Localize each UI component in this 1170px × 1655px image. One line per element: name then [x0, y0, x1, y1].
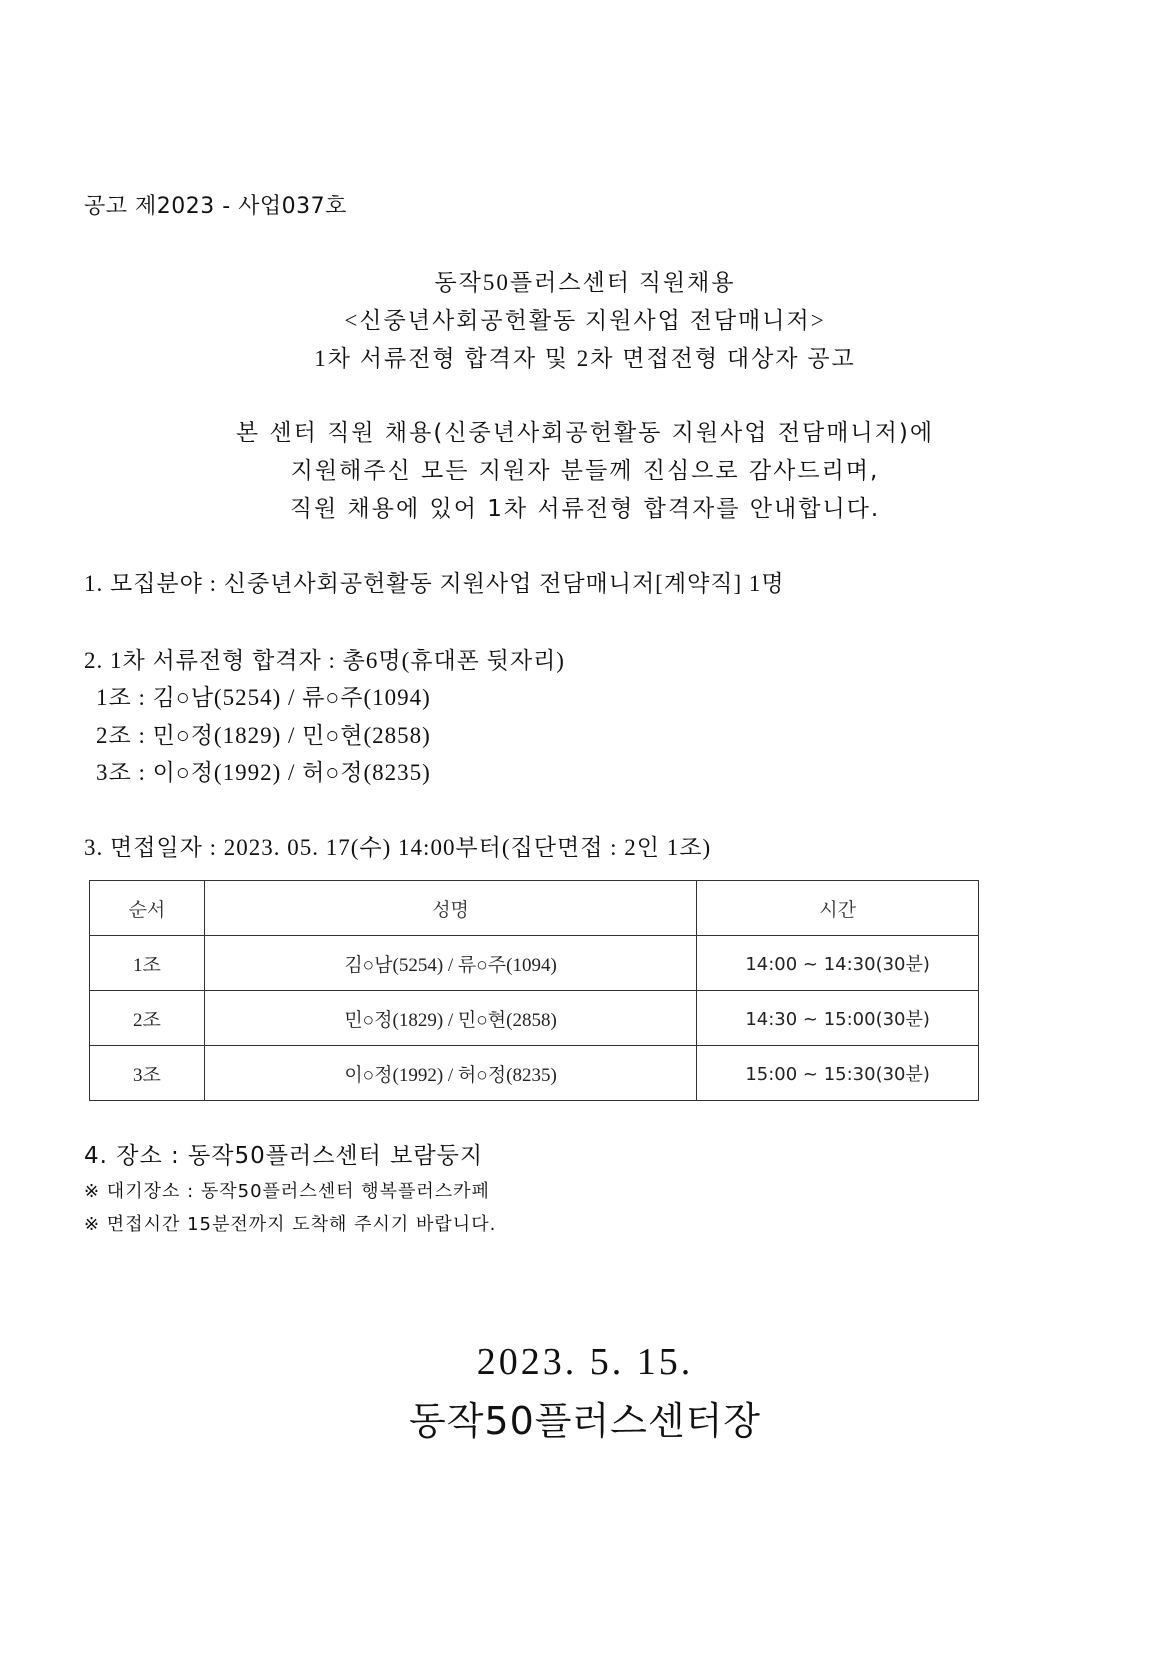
- interview-date: 3. 면접일자 : 2023. 05. 17(수) 14:00부터(집단면접 : 2인 1조): [84, 835, 712, 860]
- intro-line-1: 본 센터 직원 채용(신중년사회공헌활동 지원사업 전담매니저)에: [235, 420, 935, 446]
- signer: 동작50플러스센터장: [408, 1399, 762, 1443]
- table-row: [90, 1046, 979, 1101]
- header-order: 순서: [90, 881, 205, 936]
- title-line-2: <신중년사회공헌활동 지원사업 전담매니저>: [344, 308, 826, 333]
- cell-names: 이○정(1992) / 허○정(8235): [204, 1046, 696, 1101]
- note-waiting-area: ※ 대기장소 : 동작50플러스센터 행복플러스카페: [84, 1181, 490, 1202]
- intro-line-2: 지원해주신 모든 지원자 분들께 진심으로 감사드리며,: [290, 458, 880, 484]
- cell-order: 2조: [90, 991, 205, 1046]
- cell-time: 14:00 ~ 14:30(30분): [697, 936, 979, 991]
- table-header-row: [90, 881, 979, 936]
- intro-line-3: 직원 채용에 있어 1차 서류전형 합격자를 안내합니다.: [289, 496, 881, 522]
- passer-group-3: 3조 : 이○정(1992) / 허○정(8235): [96, 760, 431, 785]
- cell-names: 민○정(1829) / 민○현(2858): [204, 991, 696, 1046]
- title-line-3: 1차 서류전형 합격자 및 2차 면접전형 대상자 공고: [314, 346, 856, 371]
- cell-order: 1조: [90, 936, 205, 991]
- cell-order: 3조: [90, 1046, 205, 1101]
- interview-schedule-table: [89, 880, 979, 1101]
- passers-heading: 2. 1차 서류전형 합격자 : 총6명(휴대폰 뒷자리): [84, 648, 565, 673]
- location: 4. 장소 : 동작50플러스센터 보람둥지: [84, 1143, 484, 1169]
- recruitment-field: 1. 모집분야 : 신중년사회공헌활동 지원사업 전담매니저[계약직] 1명: [84, 571, 785, 596]
- passer-group-2: 2조 : 민○정(1829) / 민○현(2858): [96, 723, 431, 748]
- notice-number: 공고 제2023 - 사업037호: [84, 194, 347, 219]
- passer-group-1: 1조 : 김○남(5254) / 류○주(1094): [96, 685, 431, 710]
- cell-time: 14:30 ~ 15:00(30분): [697, 991, 979, 1046]
- table-row: [90, 936, 979, 991]
- title-line-1: 동작50플러스센터 직원채용: [434, 270, 736, 295]
- issue-date: 2023. 5. 15.: [476, 1341, 694, 1383]
- table-row: [90, 991, 979, 1046]
- header-names: 성명: [204, 881, 696, 936]
- note-arrival-time: ※ 면접시간 15분전까지 도착해 주시기 바랍니다.: [84, 1214, 497, 1235]
- cell-time: 15:00 ~ 15:30(30분): [697, 1046, 979, 1101]
- header-time: 시간: [697, 881, 979, 936]
- cell-names: 김○남(5254) / 류○주(1094): [204, 936, 696, 991]
